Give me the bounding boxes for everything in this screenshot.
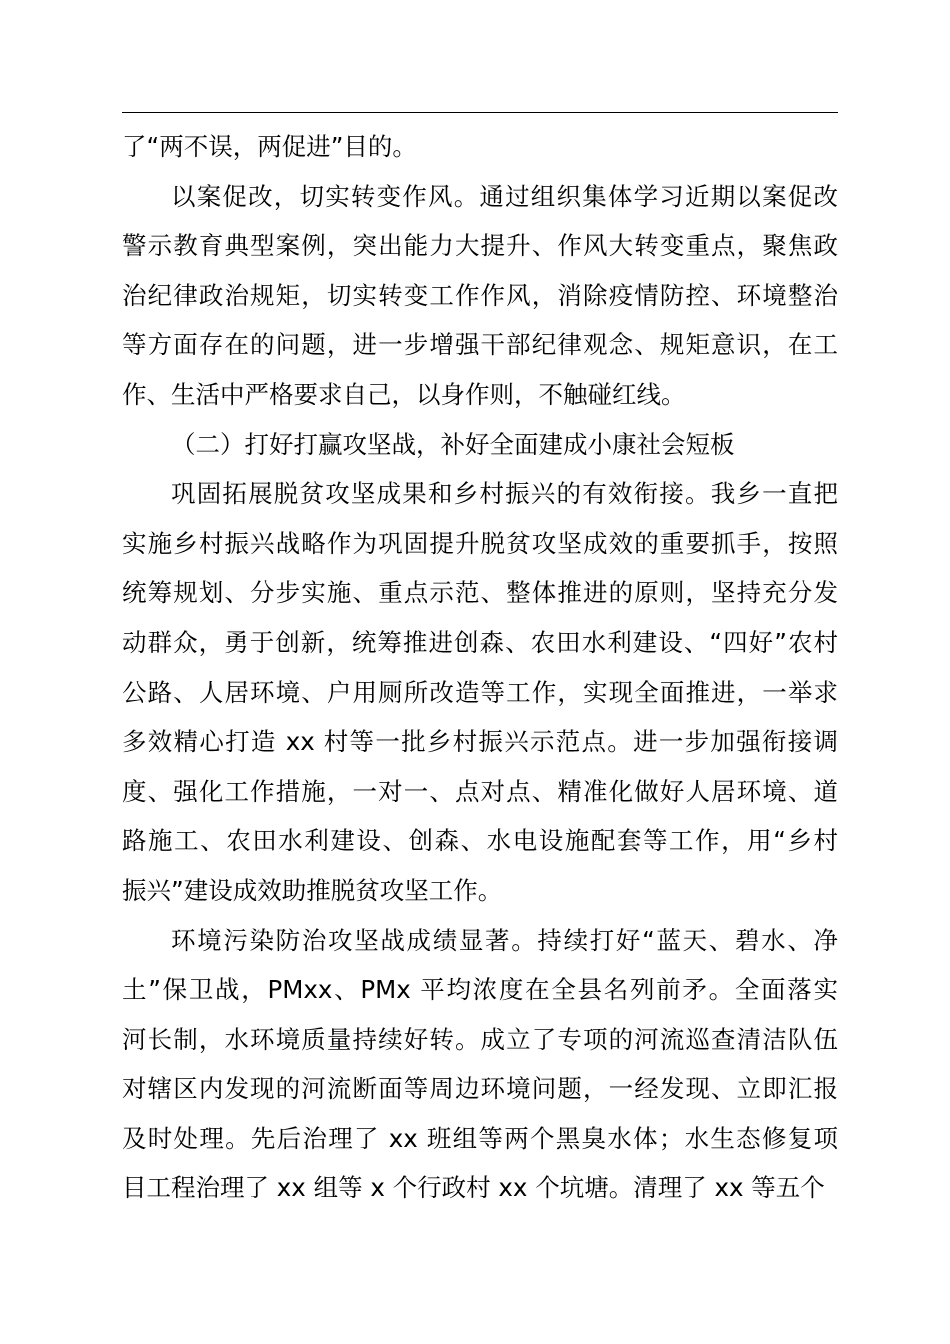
text-line: 多效精心打造 xx 村等一批乡村振兴示范点。进一步加强衔接调 bbox=[122, 727, 838, 757]
document-body bbox=[122, 122, 838, 1213]
paragraph bbox=[122, 122, 838, 172]
text-line: 目工程治理了 xx 组等 x 个行政村 xx 个坑塘。清理了 xx 等五个 bbox=[122, 1173, 825, 1203]
text-line: 土”保卫战，PMxx、PMx 平均浓度在全县名列前矛。全面落实 bbox=[122, 975, 838, 1005]
paragraph bbox=[122, 172, 838, 420]
text-line: 作、生活中严格要求自己，以身作则，不触碰红线。 bbox=[122, 379, 686, 409]
text-line: 动群众，勇于创新，统筹推进创森、农田水利建设、“四好”农村 bbox=[122, 627, 838, 657]
paragraph bbox=[122, 916, 838, 1214]
text-line: 实施乡村振兴战略作为巩固提升脱贫攻坚成效的重要抓手，按照 bbox=[122, 528, 838, 558]
text-line: 警示教育典型案例，突出能力大提升、作风大转变重点，聚焦政 bbox=[122, 231, 838, 261]
text-line: 对辖区内发现的河流断面等周边环境问题，一经发现、立即汇报 bbox=[122, 1074, 838, 1104]
text-line: 以案促改，切实转变作风。通过组织集体学习近期以案促改 bbox=[171, 181, 838, 211]
text-line: （二）打好打赢攻坚战，补好全面建成小康社会短板 bbox=[171, 429, 735, 459]
paragraph bbox=[122, 469, 838, 915]
text-line: 度、强化工作措施，一对一、点对点、精准化做好人居环境、道 bbox=[122, 776, 838, 806]
text-line: 统筹规划、分步实施、重点示范、整体推进的原则，坚持充分发 bbox=[122, 578, 838, 608]
text-line: 巩固拓展脱贫攻坚成果和乡村振兴的有效衔接。我乡一直把 bbox=[171, 479, 838, 509]
text-line: 等方面存在的问题，进一步增强干部纪律观念、规矩意识，在工 bbox=[122, 330, 838, 360]
text-line: 治纪律政治规矩，切实转变工作作风，消除疫情防控、环境整治 bbox=[122, 280, 838, 310]
text-line: 河长制，水环境质量持续好转。成立了专项的河流巡查清洁队伍 bbox=[122, 1024, 838, 1054]
text-line: 了“两不误，两促进”目的。 bbox=[122, 132, 417, 161]
text-line: 振兴”建设成效助推脱贫攻坚工作。 bbox=[122, 875, 503, 905]
text-line: 环境污染防治攻坚战成绩显著。持续打好“蓝天、碧水、净 bbox=[171, 925, 838, 955]
text-line: 及时处理。先后治理了 xx 班组等两个黑臭水体；水生态修复项 bbox=[122, 1123, 838, 1153]
section-heading bbox=[122, 420, 838, 470]
text-line: 路施工、农田水利建设、创森、水电设施配套等工作，用“乡村 bbox=[122, 826, 838, 856]
text-line: 公路、人居环境、户用厕所改造等工作，实现全面推进，一举求 bbox=[122, 677, 838, 707]
header-rule bbox=[122, 112, 838, 113]
